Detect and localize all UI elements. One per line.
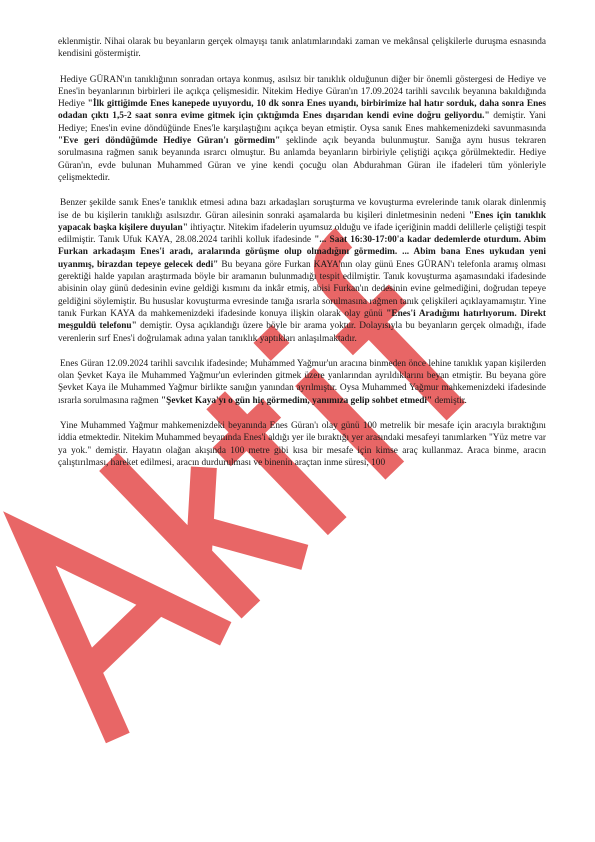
text-run: Hediye GÜRAN'ın tanıklığının sonradan ortaya konmuş, asılsız bir tanıklık olduğunun diğer bir önemli göstergesi de Hediye ve Enes'in beyanlarının birbirleri ile açıkça çelişmesidir. Nitekim Hediye Güran'ın 17.09.2024 tarihli savcılık beyanına bakıldığında Hediye xyxy=(58,74,546,110)
text-run: Bu beyana göre Furkan KAYA'nın olay günü Enes GÜRAN'ı telefonla aramış olması gerektiği halde yapılan araştırmada böyle bir aramanın bulunmadığı tespit edilmiştir. Tanık kovuşturma aşamasındaki ifadesinde abisinin olay günü dedesinin evine geldiği kısmını da inkâr etmiş, abisi Furkan'ın dedesinin evine gelmediğini, doğrudan tepeye geldiğini söylemiştir. Bu hususlar kovuşturma evresinde tanığa ısrarla sorulmasına rağmen tanık çelişkileri açıklayamamıştır. Yine tanık Furkan KAYA da mahkemenizdeki ifadesinde konuya ilişkin olarak olay günü xyxy=(58,259,547,319)
quoted-statement: "Şevket Kaya'yı o gün hiç görmedim, yanımıza gelip sohbet etmedi" xyxy=(161,395,433,406)
document-body xyxy=(58,36,546,482)
paragraph xyxy=(58,74,546,185)
text-run: eklenmiştir. Nihai olarak bu beyanların gerçek olmayışı tanık anlatımlarındaki zaman ve mekânsal çelişkilerle duruşma esnasında kendisini göstermiştir. xyxy=(58,37,546,60)
text-run: demiştir. Oysa açıklandığı üzere böyle bir arama yoktur. Dolayısıyla bu beyanların gerçek olmadığı, ifade verenlerin sırf Enes'i doğrulamak adına yalan tanıklık yaptıkları anlaşılmaktadır. xyxy=(58,321,547,344)
text-run: ihtiyaçtır. Nitekim ifadelerin uyumsuz olduğu ve ifade içeriğinin maddi delillerle çeliştiği tespit edilmiştir. Tanık Ufuk KAYA, 28.08.2024 tarihli kolluk ifadesinde xyxy=(58,222,547,246)
paragraph xyxy=(58,36,546,61)
paragraph xyxy=(58,197,546,345)
text-run: şeklinde açık beyanda bulunmuştur. Sanığa aynı husus tekraren sorulmasına rağmen sanık beyanında ısrarcı olmuştur. Bu anlamda beyanların birbiriyle çeliştiği açıkça görülmektedir. Hediye Güran'ın, evde bulunan Muhammed Güran ve yine kendi çocuğu olan Abdurahman Güran ile ifadeleri tüm yönleriyle çelişmektedir. xyxy=(58,136,546,183)
paragraph xyxy=(58,420,546,469)
quoted-statement: "Eve geri döndüğümde Hediye Güran'ı görmedim" xyxy=(58,136,281,147)
quoted-statement: "İlk gittiğimde Enes kanepede uyuyordu, 10 dk sonra Enes uyandı, birbirimize hal hatır sorduk, daha sonra Enes odadan çıktı 1,5-2 saat sonra evime gitmek için çıktığımda Enes dışarıdan kendi evine doğru geliyordu." xyxy=(58,99,547,122)
text-run: Enes Güran 12.09.2024 tarihli savcılık ifadesinde; Muhammed Yağmur'un aracına binmeden önce lehine tanıklık yapan kişilerden olan Şevket Kaya ile Muhammed Yağmur'un evlerinden gitmek üzere yanlarından ayrıldıklarını beyan etmiştir. Bu beyana göre Şevket Kaya ile Muhammed Yağmur birlikte sanığın yanından ayrılmıştır. Oysa Muhammed Yağmur mahkemenizdeki ifadesinde ısrarla sorulmasına rağmen xyxy=(58,358,546,406)
paragraph xyxy=(58,358,546,407)
text-run: demiştir. Yani Hediye; Enes'in evine döndüğünde Enes'le karşılaştığını açıkça beyan etmiştir. Oysa sanık Enes mahkemenizdeki savunmasında xyxy=(58,111,546,134)
text-run: Yine Muhammed Yağmur mahkemenizdeki beyanında Enes Güran'ı olay günü 100 metrelik bir mesafe için aracıyla bıraktığını iddia etmektedir. Nitekim Muhammed beyanında Enes'i aldığı yer ile bıraktığı yer arasındaki mesafeyi tanımlarken "Yüz metre var ya yok." demiştir. Hayatın olağan akışında 100 metre gibi kısa bir mesafe için kimse araç kullanmaz. Araca binme, aracın çalıştırılması, hareket edilmesi, aracın durdurulması ve binenin araçtan inme süresi, 100 xyxy=(58,421,546,468)
quoted-statement: "Enes için tanıklık yapacak başka kişilere duyulan" xyxy=(58,210,546,233)
text-run: Benzer şekilde sanık Enes'e tanıklık etmesi adına bazı arkadaşları soruşturma ve kovuşturma evrelerinde tanık olarak dinlenmiş ise de bu kişilerin tanıklığı asılsızdır. Güran ailesinin sonraki aşamalarda bu kişileri dinletmesinin nedeni xyxy=(58,198,546,221)
quoted-statement: "... Saat 16:30-17:00'a kadar dedemlerde oturdum. Abim Furkan arkadaşım Enes'i aradı, aralarında görüşme olup olmadığını görmedim. ... Abim bana Enes uykudan yeni uyanmış, birazdan tepeye gelecek dedi" xyxy=(58,235,546,270)
quoted-statement: "Enes'i Aradığımı hatırlıyorum. Direkt meşguldü telefonu" xyxy=(58,308,546,332)
text-run: demiştir. xyxy=(432,395,467,406)
